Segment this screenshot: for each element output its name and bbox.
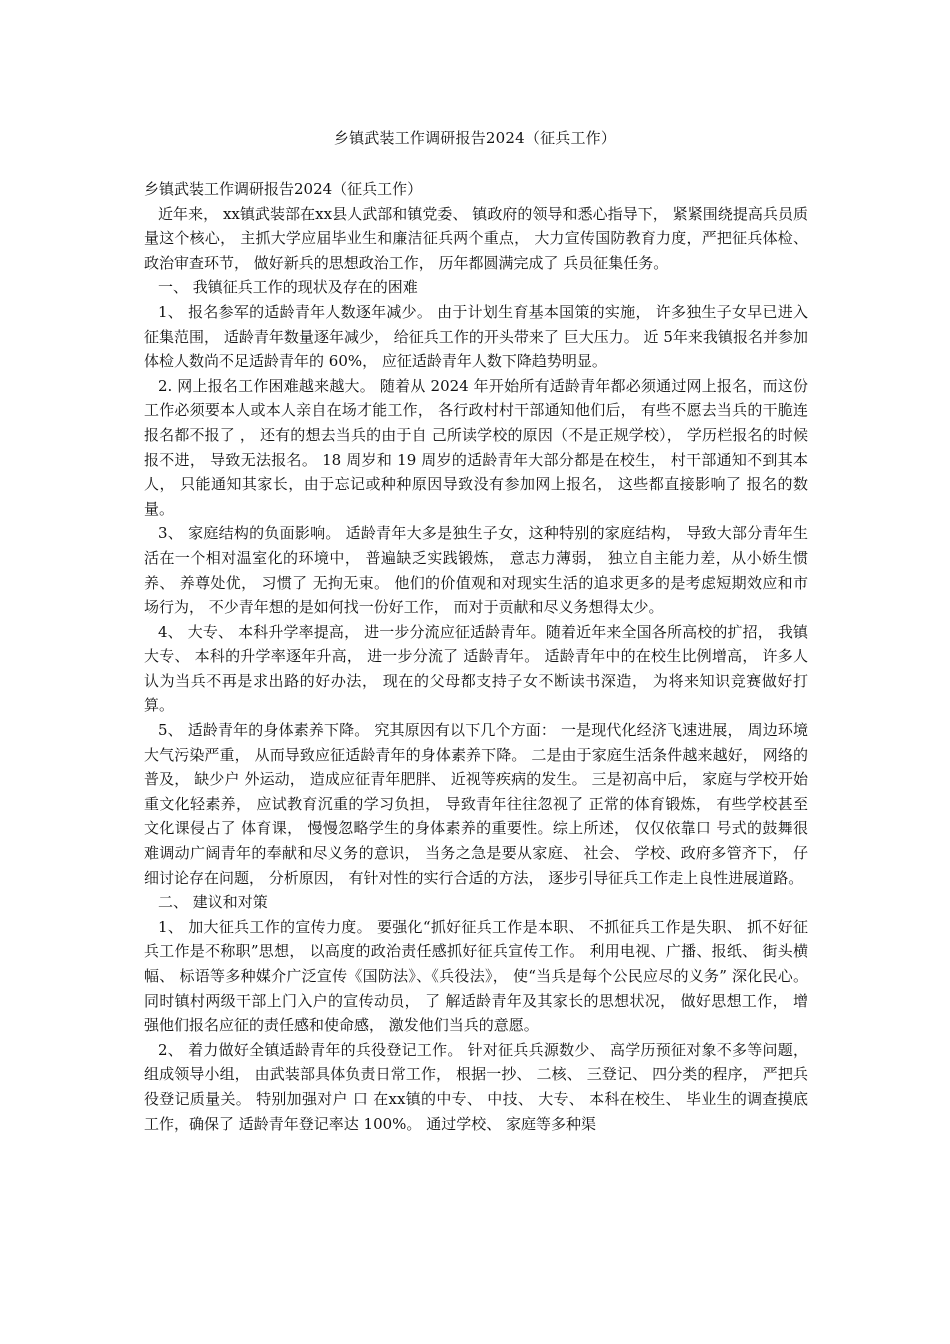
document-body — [144, 177, 808, 1136]
section-2-paragraph-1: 1、 加大征兵工作的宣传力度。 要强化“抓好征兵工作是本职、 不抓征兵工作是失职、 抓不好征兵工作是不称职”思想， 以高度的政治责任感抓好征兵宣传工作。 利用电视、广播、报纸、 街头横幅、 标语等多种媒介广泛宣传《国防法》、《兵役法》， 使“当兵是每个公民应尽的义务” 深化民心。同时镇村两级干部上门入户的宣传动员， 了 解适龄青年及其家长的思想状况， 做好思想工作， 增强他们报名应征的责任感和使命感， 激发他们当兵的意愿。 — [144, 917, 808, 1035]
section-2-heading: 二、 建议和对策 — [158, 893, 268, 912]
section-2-paragraph-2: 2、 着力做好全镇适龄青年的兵役登记工作。 针对征兵兵源数少、 高学历预征对象不多等问题， 组成领导小组， 由武装部具体负责日常工作， 根据一抄、 二核、 三登记、 四分类的程序， 严把兵役登记质量关。 特别加强对户 口 在xx镇的中专、 中技、 大专、 本科在校生、 毕业生的调查摸底工作，确保了 适龄青年登记率达 100%。 通过学校、 家庭等多种渠 — [144, 1040, 808, 1133]
section-1-paragraph-1: 1、 报名参军的适龄青年人数逐年减少。 由于计划生育基本国策的实施， 许多独生子女早已进入征集范围， 适龄青年数量逐年减少， 给征兵工作的开头带来了 巨大压力。 近 5年来我镇报名并参加体检人数尚不足适龄青年的 60%， 应征适龄青年人数下降趋势明显。 — [144, 302, 808, 371]
section-1-paragraph-2: 2. 网上报名工作困难越来越大。 随着从 2024 年开始所有适龄青年都必须通过网上报名，而这份工作必须要本人或本人亲自在场才能工作， 各行政村村干部通知他们后， 有些不愿去当兵的干脆连报名都不报了 ， 还有的想去当兵的由于自 己所读学校的原因（不是正规学校）， 学历栏报名的时候报不进， 导致无法报名。 18 周岁和 19 周岁的适龄青年大部分都是在校生， 村干部通知不到其本人， 只能通知其家长，由于忘记或种种原因导致没有参加网上报名， 这些都直接影响了 报名的数量。 — [144, 376, 808, 518]
section-1-paragraph-4: 4、 大专、 本科升学率提高， 进一步分流应征适龄青年。随着近年来全国各所高校的扩招， 我镇大专、 本科的升学率逐年升高， 进一步分流了 适龄青年。 适龄青年中的在校生比例增高， 许多人认为当兵不再是求出路的好办法， 现在的父母都支持子女不断读书深造， 为将来知识竞赛做好打算。 — [144, 622, 808, 715]
document-title: 乡镇武装工作调研报告2024（征兵工作） — [333, 129, 617, 147]
intro-paragraph: 近年来， xx镇武装部在xx县人武部和镇党委、 镇政府的领导和悉心指导下， 紧紧围绕提高兵员质量这个核心， 主抓大学应届毕业生和廉洁征兵两个重点， 大力宣传国防教育力度，严把征兵体检、 政治审查环节， 做好新兵的思想政治工作， 历年都圆满完成了 兵员征集任务。 — [144, 204, 808, 272]
document-subtitle: 乡镇武装工作调研报告2024（征兵工作） — [144, 180, 423, 198]
section-1-paragraph-5: 5、 适龄青年的身体素养下降。 究其原因有以下几个方面： 一是现代化经济飞速进展， 周边环境大气污染严重， 从而导致应征适龄青年的身体素养下降。 二是由于家庭生活条件越来越好， 网络的普及， 缺少户 外运动， 造成应征青年肥胖、 近视等疾病的发生。 三是初高中后， 家庭与学校开始重文化轻素养， 应试教育沉重的学习负担， 导致青年往往忽视了 正常的体育锻炼， 有些学校甚至文化课侵占了 体育课， 慢慢忽略学生的身体素养的重要性。综上所述， 仅仅依靠口 号式的鼓舞很难调动广阔青年的奉献和尽义务的意识， 当务之急是要从家庭、 社会、 学校、政府多管齐下， 仔细讨论存在问题， 分析原因， 有针对性的实行合适的方法， 逐步引导征兵工作走上良性进展道路。 — [144, 721, 808, 887]
section-1-paragraph-3: 3、 家庭结构的负面影响。 适龄青年大多是独生子女，这种特别的家庭结构， 导致大部分青年生活在一个相对温室化的环境中， 普遍缺乏实践锻炼， 意志力薄弱， 独立自主能力差，从小娇生惯养、 养尊处优， 习惯了 无拘无束。 他们的价值观和对现实生活的追求更多的是考虑短期效应和市场行为， 不少青年想的是如何找一份好工作， 而对于贡献和尽义务想得太少。 — [144, 524, 808, 617]
section-1-heading: 一、 我镇征兵工作的现状及存在的困难 — [158, 278, 418, 297]
